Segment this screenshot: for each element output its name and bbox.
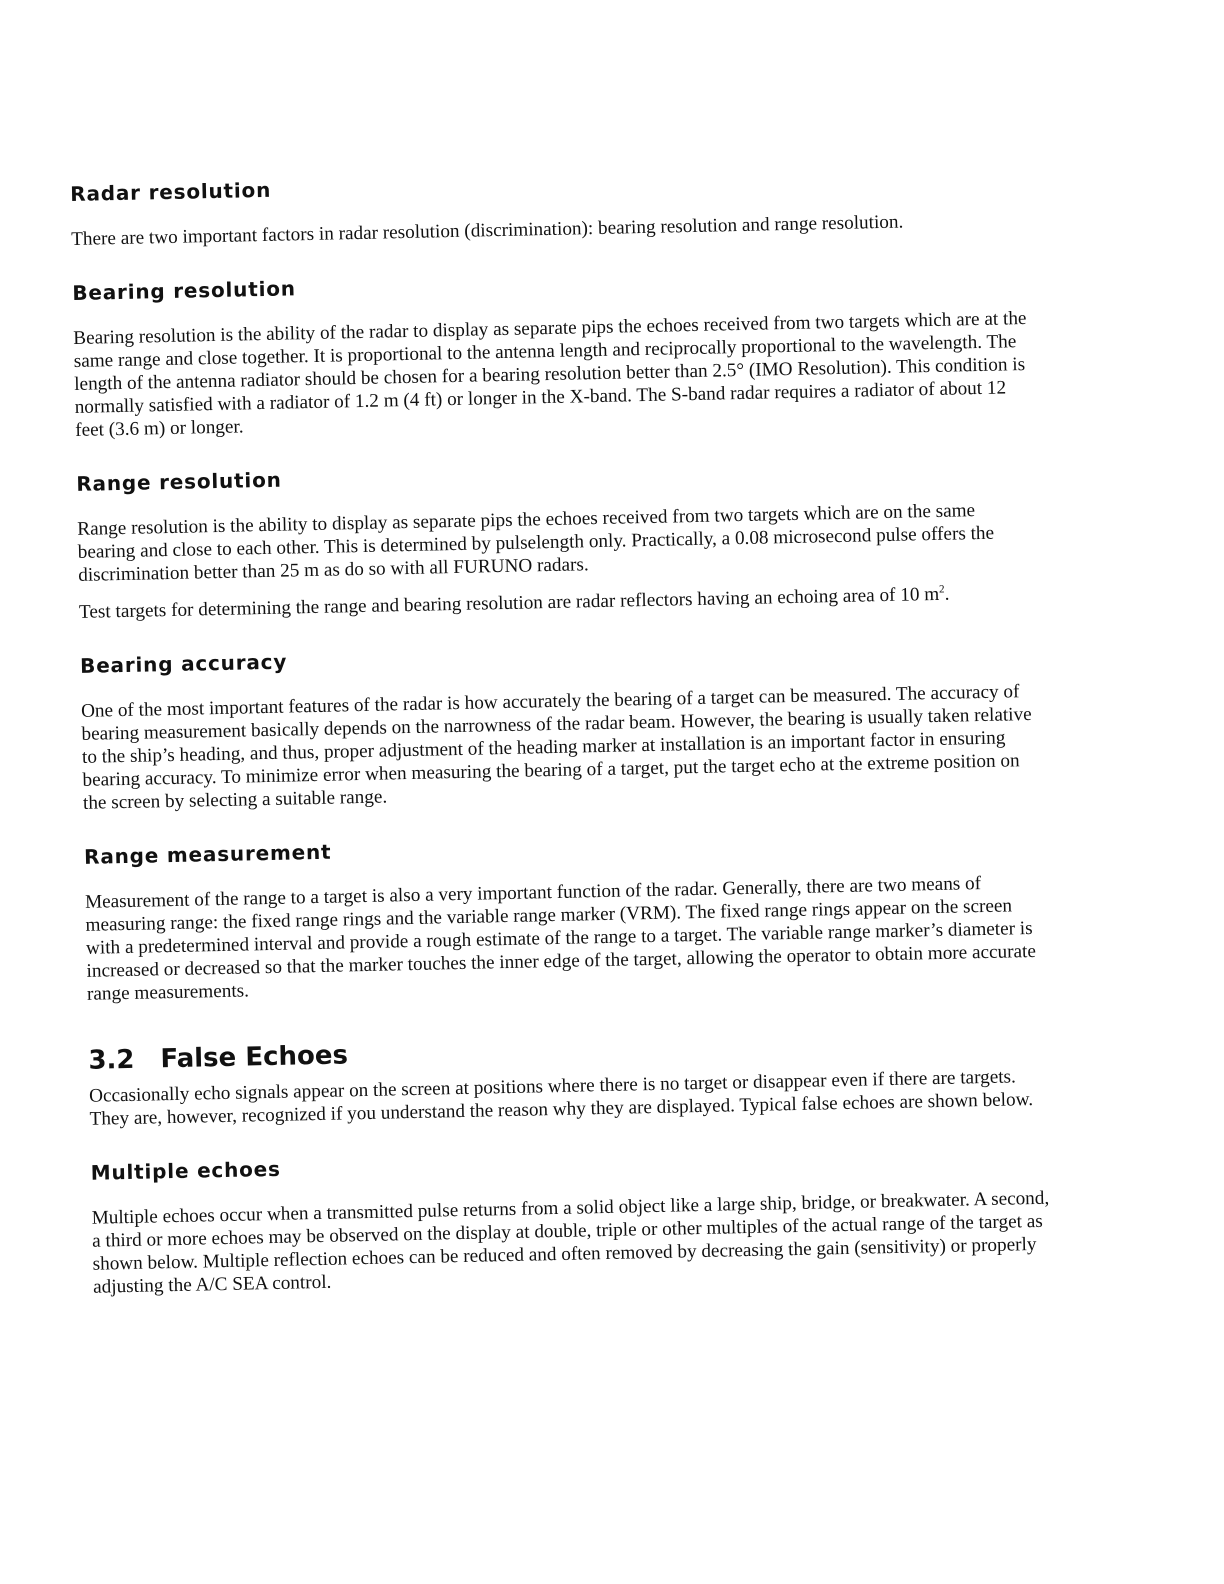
section-paragraph: Range resolution is the ability to display as separate pips the echoes received from two targets which are on the same bearing and close to each other. This is determined by pulselength only. Practically, a 0.08 microsecond pulse offers the discrimination better than 25 m as do so with all FURUNO radars. bbox=[77, 500, 995, 586]
section-heading: Multiple echoes bbox=[90, 1156, 281, 1185]
test-targets-end: . bbox=[944, 583, 950, 605]
section-heading: Range measurement bbox=[83, 839, 332, 869]
section-radar-resolution bbox=[70, 162, 1031, 251]
section-heading: Bearing resolution bbox=[72, 276, 297, 305]
section-heading: Bearing accuracy bbox=[79, 649, 288, 678]
area-superscript: 2 bbox=[938, 583, 945, 596]
section-paragraph: There are two important factors in radar resolution (discrimination): bearing resolution and range resolution. bbox=[70, 211, 904, 250]
section-heading: Radar resolution bbox=[70, 177, 272, 206]
section-range-measurement bbox=[84, 825, 1047, 1006]
section-range-resolution bbox=[76, 452, 1039, 624]
test-targets-paragraph bbox=[79, 581, 1039, 624]
section-paragraph: Bearing resolution is the ability of the radar to display as separate pips the echoes received from two targets which are at the same range and close together. It is proportional to the antenna length and reciprocally proportional to the wavelength. The length of the antenna radiator should be chosen for a bearing resolution better than 2.5° (IMO Resolution). This condition is normally satisfied with a radiator of 1.2 m (4 ft) or longer in the X-band. The S-band radar requires a radiator of about 12 feet (3.6 m) or longer. bbox=[73, 308, 1027, 441]
section-bearing-accuracy bbox=[80, 634, 1043, 815]
page-content bbox=[70, 162, 1054, 1329]
test-targets-text: Test targets for determining the range and bearing resolution are radar reflectors having an echoing area of 10 m bbox=[78, 583, 940, 623]
chapter-false-echoes bbox=[88, 1026, 1050, 1131]
section-multiple-echoes bbox=[91, 1141, 1054, 1299]
section-paragraph: Multiple echoes occur when a transmitted pulse returns from a solid object like a large ship, bridge, or breakwater. A second, a third or more echoes may be observed on the display at double, triple or other multiples of the actual range of the target as shown below. Multiple reflection echoes can be reduced and often removed by decreasing the gain (sensitivity) or properly adjusting the A/C SEA control. bbox=[91, 1187, 1050, 1298]
section-paragraph: One of the most important features of the radar is how accurately the bearing of a target can be measured. The accuracy of bearing measurement basically depends on the narrowness of the radar beam. However, the bearing is usually taken relative to the ship’s heading, and thus, proper adjustment of the heading marker at installation is an important factor in ensuring bearing accuracy. To minimize error when measuring the bearing of a target, put the target echo at the extreme position on the screen by selecting a suitable range. bbox=[80, 681, 1032, 814]
section-paragraph: Measurement of the range to a target is also a very important function of the radar. Generally, there are two means of measuring range: the fixed range rings and the variable range marker (VRM). The fixed range rings appear on the screen with a predetermined interval and provide a rough estimate of the range to a target. The variable range marker’s diameter is increased or decreased so that the marker touches the inner edge of the target, allowing the operator to obtain more accurate range measurements. bbox=[84, 873, 1037, 1005]
chapter-title: False Echoes bbox=[160, 1040, 349, 1075]
section-bearing-resolution bbox=[72, 261, 1035, 442]
section-heading: Range resolution bbox=[76, 467, 282, 496]
chapter-number: 3.2 bbox=[88, 1044, 135, 1076]
chapter-intro: Occasionally echo signals appear on the screen at positions where there is no target or disappear even if there are targets. They are, however, recognized if you understand the reason why they are displayed. Typical false echoes are shown below. bbox=[88, 1066, 1034, 1130]
